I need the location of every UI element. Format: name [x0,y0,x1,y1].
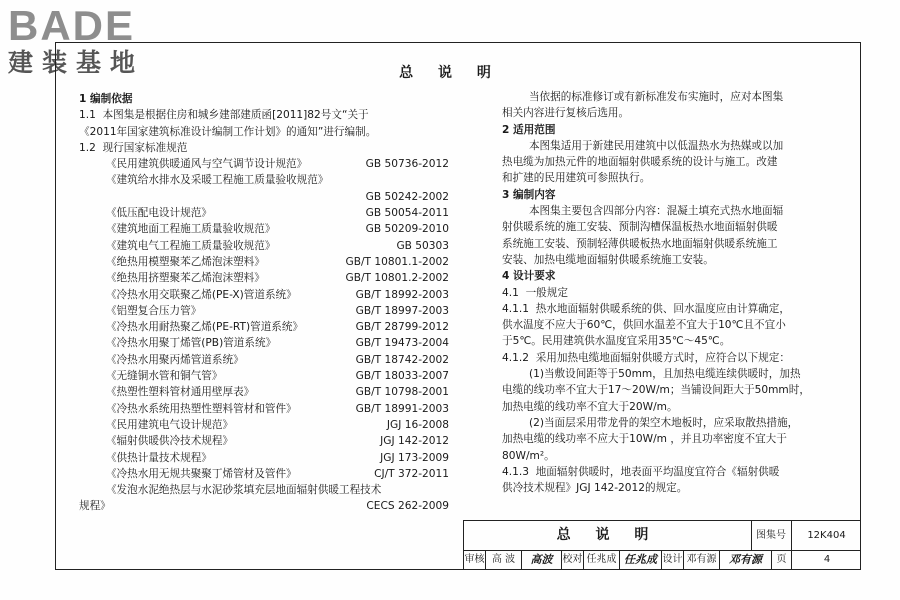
checker-signature: 任兆成 [620,550,662,569]
line-text: 加热电缆的线功率不宜大于20W/m。 [502,400,678,413]
right-column [502,89,857,496]
designer-name: 邓有源 [684,550,720,569]
text-line [79,368,449,384]
line-text: 《民用建筑电气设计规范》 [79,418,234,431]
text-line [79,156,449,172]
line-text: 于5℃。民用建筑供水温度宜采用35℃～45℃。 [502,335,731,348]
text-line [502,480,857,496]
text-line [79,287,449,303]
text-line [502,464,857,480]
text-line [79,384,449,400]
standard-code: JGJ 16-2008 [386,418,449,431]
text-line [79,466,449,482]
standard-code: JGJ 142-2012 [380,435,449,448]
line-text: 《低压配电设计规范》 [79,207,212,220]
line-text: 《建筑地面工程施工质量验收规范》 [79,223,276,236]
standard-code: CECS 262-2009 [366,500,449,513]
logo-subtitle: 建装基地 [8,48,145,77]
text-line [502,317,857,333]
text-line [79,482,449,498]
line-text: 相关内容进行复核后选用。 [502,107,630,120]
line-text: 本图集适用于新建民用建筑中以低温热水为热媒或以加 [502,139,784,152]
checker-name: 任兆成 [584,550,620,569]
standard-code: GB/T 28799-2012 [355,321,449,334]
line-text: 射供暖系统的施工安装、预制沟槽保温板热水地面辐射供暖 [502,221,778,234]
line-text: 供冷技术规程》JGJ 142-2012的规定。 [502,482,688,495]
line-text: 《民用建筑供暖通风与空气调节设计规范》 [79,158,308,171]
text-line [79,417,449,433]
line-text: 《冷热水用无规共聚聚丁烯管材及管件》 [79,467,297,480]
line-text: 电缆的线功率不宜大于17～20W/m；当铺设间距大于50mm时， [502,384,810,397]
line-text: (2)当面层采用带龙骨的架空木地板时，应采取散热措施， [502,416,799,429]
line-text: 《供热计量技术规程》 [79,451,212,464]
text-line [79,498,449,514]
line-text: 和扩建的民用建筑可参照执行。 [502,172,651,185]
section-heading [502,187,857,203]
text-line [502,431,857,447]
text-line [502,252,857,268]
line-text: 《辐射供暖供冷技术规程》 [79,435,234,448]
line-text: 80W/m²。 [502,449,555,462]
sheet-name: 总 说 明 [464,521,752,550]
line-text: 《建筑给水排水及采暖工程施工质量验收规范》 [79,174,329,187]
text-line [502,219,857,235]
line-text: 2 适用范围 [502,123,556,136]
page-label: 页 [772,550,792,569]
text-line [79,319,449,335]
standard-code: GB/T 19473-2004 [355,337,449,350]
text-line [79,401,449,417]
standard-code: GB/T 18997-2003 [355,304,449,317]
atlas-number: 12K404 [807,530,846,541]
line-text: 《建筑电气工程施工质量验收规范》 [79,239,276,252]
line-text: 安装、加热电缆地面辐射供暖系统施工安装。 [502,253,714,266]
line-text: 4.1.3 地面辐射供暖时，地表面平均温度宜符合《辐射供暖 [502,465,780,478]
text-line [502,301,857,317]
text-line [502,203,857,219]
text-line [502,366,857,382]
standard-code: CJ/T 372-2011 [374,467,449,480]
text-line [502,399,857,415]
line-text: 1.2 现行国家标准规范 [79,141,188,154]
text-line [502,170,857,186]
logo-wordmark: BADE [8,2,136,49]
text-line [79,221,449,237]
page-number: 4 [823,554,831,565]
text-line [502,350,857,366]
atlas-number-label: 图集号 [751,521,792,550]
standard-code: GB 50242-2002 [365,190,449,203]
section-heading [502,268,857,284]
line-text: 当依据的标准修订或有新标准发布实施时，应对本图集 [502,91,784,103]
line-text: 《铝塑复合压力管》 [79,304,202,317]
line-text: 1.1 本图集是根据住房和城乡建部建质函[2011]82号文“关于 [79,109,369,122]
line-text: 《热塑性塑料管材通用壁厚表》 [79,386,255,399]
text-line [502,448,857,464]
standard-code: GB/T 18742-2002 [355,353,449,366]
text-line [79,303,449,319]
standard-code: GB 50736-2012 [365,158,449,171]
line-text: 供水温度不应大于60℃，供回水温差不宜大于10℃且不宜小 [502,319,786,332]
line-text: 《冷热水用交联聚乙烯(PE-X)管道系统》 [79,288,297,301]
design-label: 设计 [662,550,684,569]
line-text: 热电缆为加热元件的地面辐射供暖系统的设计与施工。改建 [502,156,778,169]
standard-code: GB 50303 [396,239,449,252]
text-line [79,124,449,140]
text-line [79,172,449,188]
line-text: 4.1.2 采用加热电缆地面辐射供暖方式时，应符合以下规定： [502,351,790,364]
text-line [79,189,449,205]
line-text: (1)当敷设间距等于50mm，且加热电缆连续供暖时，加热 [502,368,801,381]
text-line [502,382,857,398]
text-line [79,205,449,221]
reviewer-name: 高 波 [486,550,522,569]
standard-code: JGJ 173-2009 [380,451,449,464]
line-text: 系统施工安装、预制轻薄供暖板热水地面辐射供暖系统施工 [502,237,778,250]
standard-code: GB/T 10801.1-2002 [345,255,449,268]
text-line [502,105,857,121]
text-line [502,236,857,252]
standard-code: GB/T 10801.2-2002 [345,272,449,285]
text-line [502,89,857,105]
line-text: 《2011年国家建筑标准设计编制工作计划》的通知”进行编制。 [79,125,377,138]
line-text: 加热电缆的线功率不应大于10W/m ，并且功率密度不宜大于 [502,433,787,446]
designer-signature: 邓有源 [720,550,772,569]
standard-code: GB/T 10798-2001 [355,386,449,399]
line-text: 《冷热水用聚丙烯管道系统》 [79,353,244,366]
standard-code: GB/T 18991-2003 [355,402,449,415]
text-line [502,154,857,170]
line-text: 《冷热水用耐热聚乙烯(PE-RT)管道系统》 [79,321,304,334]
text-line [79,335,449,351]
text-line [79,254,449,270]
review-label: 审核 [464,550,486,569]
check-label: 校对 [562,550,584,569]
section-heading [502,122,857,138]
line-text: 3 编制内容 [502,188,556,201]
line-text: 《冷热水系统用热塑性塑料管材和管件》 [79,402,297,415]
standard-code: GB/T 18992-2003 [355,288,449,301]
line-text: 4 设计要求 [502,270,556,283]
line-text: 4.1 一般规定 [502,286,568,299]
text-line [502,285,857,301]
line-text: 4.1.1 热水地面辐射供暖系统的供、回水温度应由计算确定， [502,302,790,315]
line-text: 1 编制依据 [79,93,133,105]
text-line [79,140,449,156]
title-block [463,520,861,570]
standard-code: GB/T 18033-2007 [355,370,449,383]
text-line [502,415,857,431]
section-heading [79,91,449,107]
text-line [79,238,449,254]
text-line [502,333,857,349]
text-line [79,270,449,286]
text-line [502,138,857,154]
left-column [79,91,449,515]
reviewer-signature: 高波 [522,550,562,569]
line-text: 《绝热用挤塑聚苯乙烯泡沫塑料》 [79,272,265,285]
standard-code: GB 50209-2010 [365,223,449,236]
text-line [79,450,449,466]
line-text: 《绝热用模塑聚苯乙烯泡沫塑料》 [79,255,265,268]
line-text: 《冷热水用聚丁烯管(PB)管道系统》 [79,337,277,350]
line-text: 《发泡水泥绝热层与水泥砂浆填充层地面辐射供暖工程技术 [79,484,382,497]
text-line [79,107,449,123]
line-text: 规程》 [79,500,111,513]
line-text: 本图集主要包含四部分内容：混凝土填充式热水地面辐 [502,205,784,218]
text-line [79,433,449,449]
standard-code: GB 50054-2011 [365,207,449,220]
line-text: 《无缝铜水管和铜气管》 [79,370,223,383]
text-line [79,352,449,368]
page-title: 总 说 明 [399,65,501,81]
